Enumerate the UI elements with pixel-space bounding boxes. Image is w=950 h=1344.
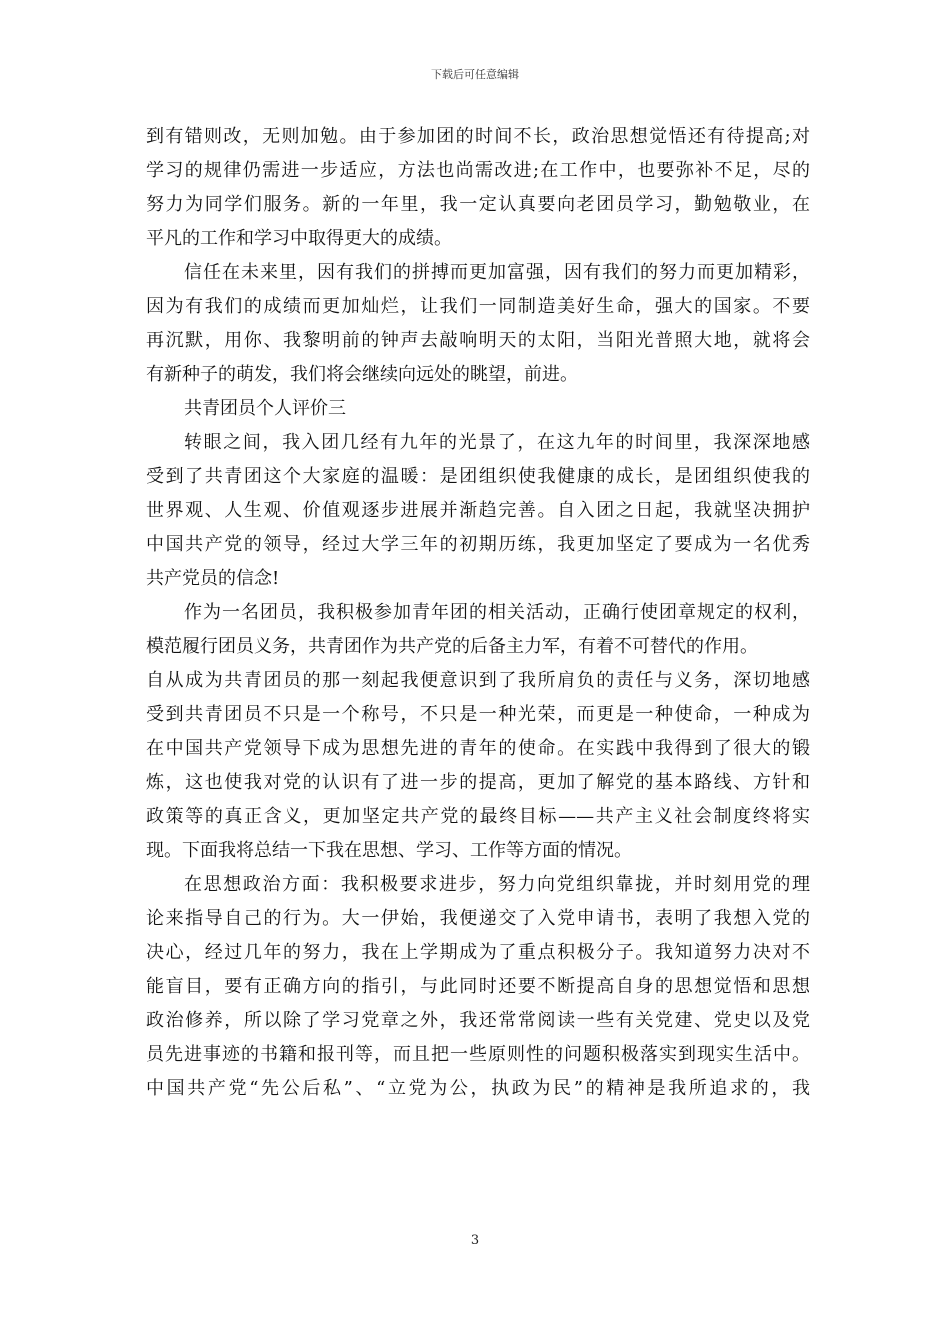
text-line: 再沉默，用你、我黎明前的钟声去敲响明天的太阳，当阳光普照大地，就将会 (146, 330, 810, 351)
text-line: 自从成为共青团员的那一刻起我便意识到了我所肩负的责任与义务，深切地感 (146, 670, 810, 691)
text-line: 努力为同学们服务。新的一年里，我一定认真要向老团员学习，勤勉敬业，在 (146, 194, 810, 215)
text-line: 能盲目，要有正确方向的指引，与此同时还要不断提高自身的思想觉悟和思想 (146, 976, 810, 997)
text-line: 政治修养，所以除了学习党章之外，我还常常阅读一些有关党建、党史以及党 (146, 1010, 810, 1031)
text-line: 受到了共青团这个大家庭的温暖：是团组织使我健康的成长，是团组织使我的 (146, 466, 810, 487)
paragraph-start-line: 作为一名团员，我积极参加青年团的相关活动，正确行使团章规定的权利， (184, 602, 810, 623)
paragraph-start-line: 在思想政治方面：我积极要求进步，努力向党组织靠拢，并时刻用党的理 (184, 874, 810, 895)
text-line: 论来指导自己的行为。大一伊始，我便递交了入党申请书，表明了我想入党的 (146, 908, 810, 929)
text-line: 世界观、人生观、价值观逐步进展并渐趋完善。自入团之日起，我就坚决拥护 (146, 500, 810, 521)
text-line: 决心，经过几年的努力，我在上学期成为了重点积极分子。我知道努力决对不 (146, 942, 810, 963)
text-line: 受到共青团员不只是一个称号，不只是一种光荣，而更是一种使命，一种成为 (146, 704, 810, 725)
document-body (146, 120, 810, 1106)
text-line: 到有错则改，无则加勉。由于参加团的时间不长，政治思想觉悟还有待提高;对 (146, 126, 810, 147)
text-line: 因为有我们的成绩而更加灿烂，让我们一同制造美好生命，强大的国家。不要 (146, 296, 810, 317)
text-line: 有新种子的萌发，我们将会继续向远处的眺望，前进。 (146, 364, 578, 385)
text-line: 中国共产党“先公后私”、“立党为公，执政为民”的精神是我所追求的，我 (146, 1078, 810, 1099)
text-line: 共产党员的信念! (146, 568, 280, 589)
paragraph-start-line: 信任在未来里，因有我们的拼搏而更加富强，因有我们的努力而更加精彩， (184, 262, 810, 283)
page-number: 3 (470, 1233, 480, 1248)
text-line: 平凡的工作和学习中取得更大的成绩。 (146, 228, 452, 249)
page-header-note: 下载后可任意编辑 (431, 68, 519, 81)
text-line: 中国共产党的领导，经过大学三年的初期历练，我更加坚定了要成为一名优秀 (146, 534, 810, 555)
text-line: 模范履行团员义务，共青团作为共产党的后备主力军，有着不可替代的作用。 (146, 636, 758, 657)
text-line: 员先进事迹的书籍和报刊等，而且把一些原则性的问题积极落实到现实生活中。 (146, 1044, 810, 1065)
text-line: 炼，这也使我对党的认识有了进一步的提高，更加了解党的基本路线、方针和 (146, 772, 810, 793)
text-line: 学习的规律仍需进一步适应，方法也尚需改进;在工作中，也要弥补不足，尽的 (146, 160, 810, 181)
section-heading: 共青团员个人评价三 (184, 398, 346, 419)
text-line: 现。下面我将总结一下我在思想、学习、工作等方面的情况。 (146, 840, 632, 861)
text-line: 在中国共产党领导下成为思想先进的青年的使命。在实践中我得到了很大的锻 (146, 738, 810, 759)
paragraph-start-line: 转眼之间，我入团几经有九年的光景了，在这九年的时间里，我深深地感 (184, 432, 810, 453)
text-line: 政策等的真正含义，更加坚定共产党的最终目标——共产主义社会制度终将实 (146, 806, 810, 827)
